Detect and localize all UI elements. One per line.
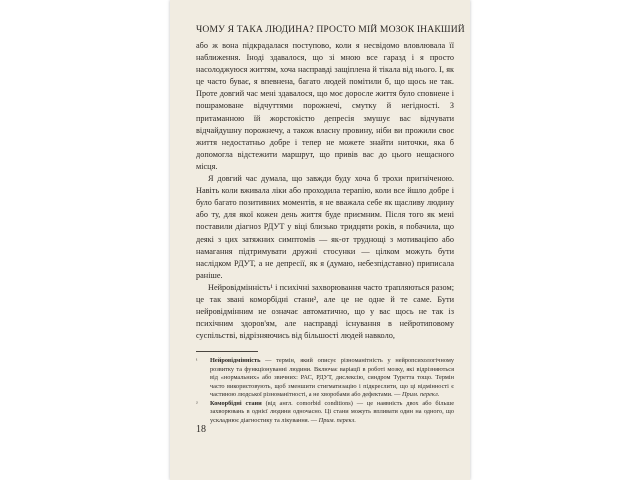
footnotes [196, 357, 454, 425]
footnote-rule [196, 351, 258, 352]
page-number: 18 [196, 424, 206, 435]
paragraph-3: Нейровідмінність¹ і психічні захворювання часто трапляються разом; це так звані коморбідні стани², але це не одне й те саме. Бути нейровідмінним не означає автоматично, що у вас щось не так із психічним здоров'ям, але насправді існування в нейротиповому суспільстві, відрізняючись від більшості людей навколо, [196, 282, 454, 341]
paragraph-2: Я довгий час думала, що завжди буду хоча б трохи пригніченою. Навіть коли вживала ліки або проходила терапію, коли все йшло добре і було багато позитивних моментів, я не вважала себе як щасливу людину або ту, для якої кожен день життя буде приємним. Після того як мені поставили діагноз РДУТ у віці близько тридцяти років, я побачила, що деякі з цих затяжних симптомів — як-от труднощі з мотивацією або намагання підтримувати дружні стосунки — цілком можуть бути наслідком РДУТ, а не депресії, як я (думаю, небезпідставно) приписала раніше. [196, 174, 454, 280]
footnote-2 [196, 400, 454, 426]
body-text [196, 40, 454, 342]
footnote-term: Коморбідні стани [210, 399, 262, 407]
footnote-mark: ² [196, 400, 198, 407]
footnote-note: Прим. перекл. [318, 416, 356, 424]
footnote-note: Прим. перекл. [402, 391, 440, 398]
book-page [170, 0, 470, 480]
footnote-term: Нейровідмінність [210, 357, 261, 364]
footnote-mark: ¹ [196, 358, 198, 364]
footnote-1 [196, 357, 454, 400]
footnote-text: (від англ. comorbid conditions) — це наявність двох або більше захворювань в однієї людини одночасно. Ці стани можуть впливати один на одного, що ускладнює діагностику та лікування. — [210, 399, 454, 424]
running-head: ЧОМУ Я ТАКА ЛЮДИНА? ПРОСТО МІЙ МОЗОК ІНАКШИЙ [196, 24, 465, 35]
paragraph-1: або ж вона підкрадалася поступово, коли я несвідомо вловлювала її наближення. Іноді здавалося, що зі мною все гаразд і я просто насолоджуюся життям, хоча насправді защіплена й тікала від нього. І, як це часто буває, я впевнена, багато людей помітили б, що щось не так. Проте довгий час мені здавалося, що моє доросле життя було сповнене і пошрамоване відчуттями порожнечі, смутку й негідності. З притаманною їй жорстокістю депресія змушує вас відчувати відчайдушну порожнечу, а також власну провину, ніби ви прожили своє життя недостатньо добре і тепер не можете знайти ниточки, яка б допомогла відстежити маршрут, що привів вас до цього нещасного місця. [196, 41, 454, 171]
footnote-text: — термін, який описує різноманітність у нейропсихологічному розвитку та функціонуванні людини. Включає варіації в роботі мозку, які відрізняються від «нормальних» або звичних: РАС, РДУТ, дислексію, синдром Туретта тощо. Термін часто використовують, щоб зменшити стигматизацію і підкреслити, що ці відмінності є частиною людської різноманітності, а не хворобами або дефектами. — [210, 357, 454, 398]
